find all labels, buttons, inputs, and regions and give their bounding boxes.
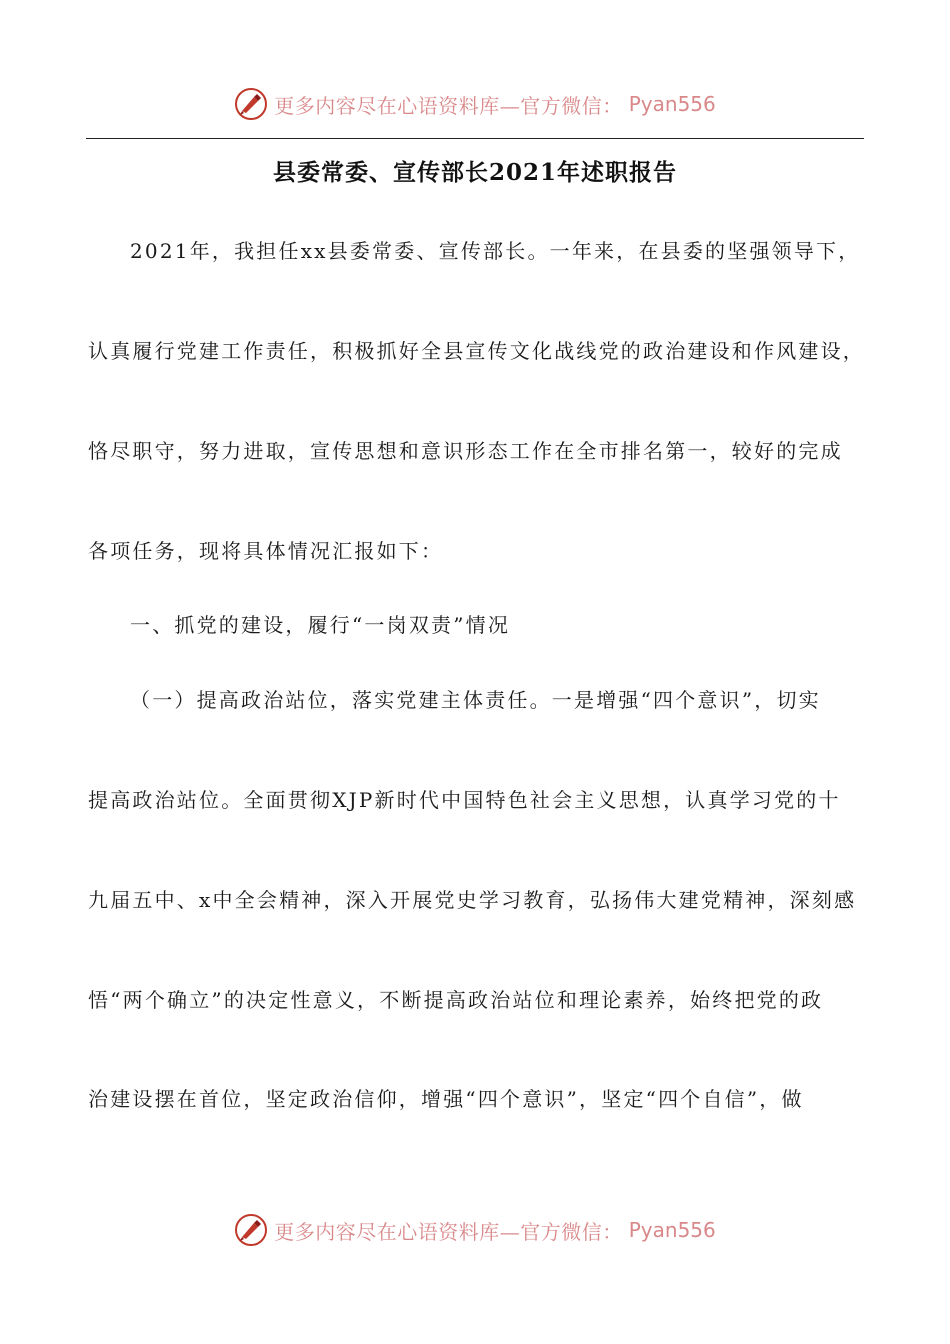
pen-logo-icon <box>234 1213 268 1247</box>
paragraph-line: 各项任务，现将具体情况汇报如下： <box>88 539 444 563</box>
paragraph-line: 2021年，我担任xx县委常委、宣传部长。一年来，在县委的坚强领导下， <box>130 239 861 263</box>
paragraph-line: 治建设摆在首位，坚定政治信仰，增强“四个意识”，坚定“四个自信”，做 <box>88 1087 804 1111</box>
footer-watermark <box>0 1210 950 1250</box>
header-divider <box>86 138 864 139</box>
paragraph-line: 认真履行党建工作责任，积极抓好全县宣传文化战线党的政治建设和作风建设， <box>88 339 865 363</box>
paragraph-line: 九届五中、x中全会精神，深入开展党史学习教育，弘扬伟大建党精神，深刻感 <box>88 888 857 912</box>
document-title: 县委常委、宣传部长2021年述职报告 <box>272 159 677 186</box>
paragraph-line: 提高政治站位。全面贯彻XJP新时代中国特色社会主义思想，认真学习党的十 <box>88 788 841 812</box>
paragraph-line: 悟“两个确立”的决定性意义，不断提高政治站位和理论素养，始终把党的政 <box>88 988 824 1012</box>
paragraph-line: （一）提高政治站位，落实党建主体责任。一是增强“四个意识”，切实 <box>130 688 821 712</box>
header-watermark <box>0 84 950 124</box>
watermark-text: 更多内容尽在心语资料库—官方微信： <box>274 93 623 118</box>
watermark-wechat-id: Pyan556 <box>628 92 716 116</box>
pen-logo-icon <box>234 87 268 121</box>
watermark-wechat-id: Pyan556 <box>628 1218 716 1242</box>
watermark-text: 更多内容尽在心语资料库—官方微信： <box>274 1219 623 1244</box>
section-heading: 一、抓党的建设，履行“一岗双责”情况 <box>130 613 511 637</box>
paragraph-line: 恪尽职守，努力进取，宣传思想和意识形态工作在全市排名第一，较好的完成 <box>88 439 843 463</box>
